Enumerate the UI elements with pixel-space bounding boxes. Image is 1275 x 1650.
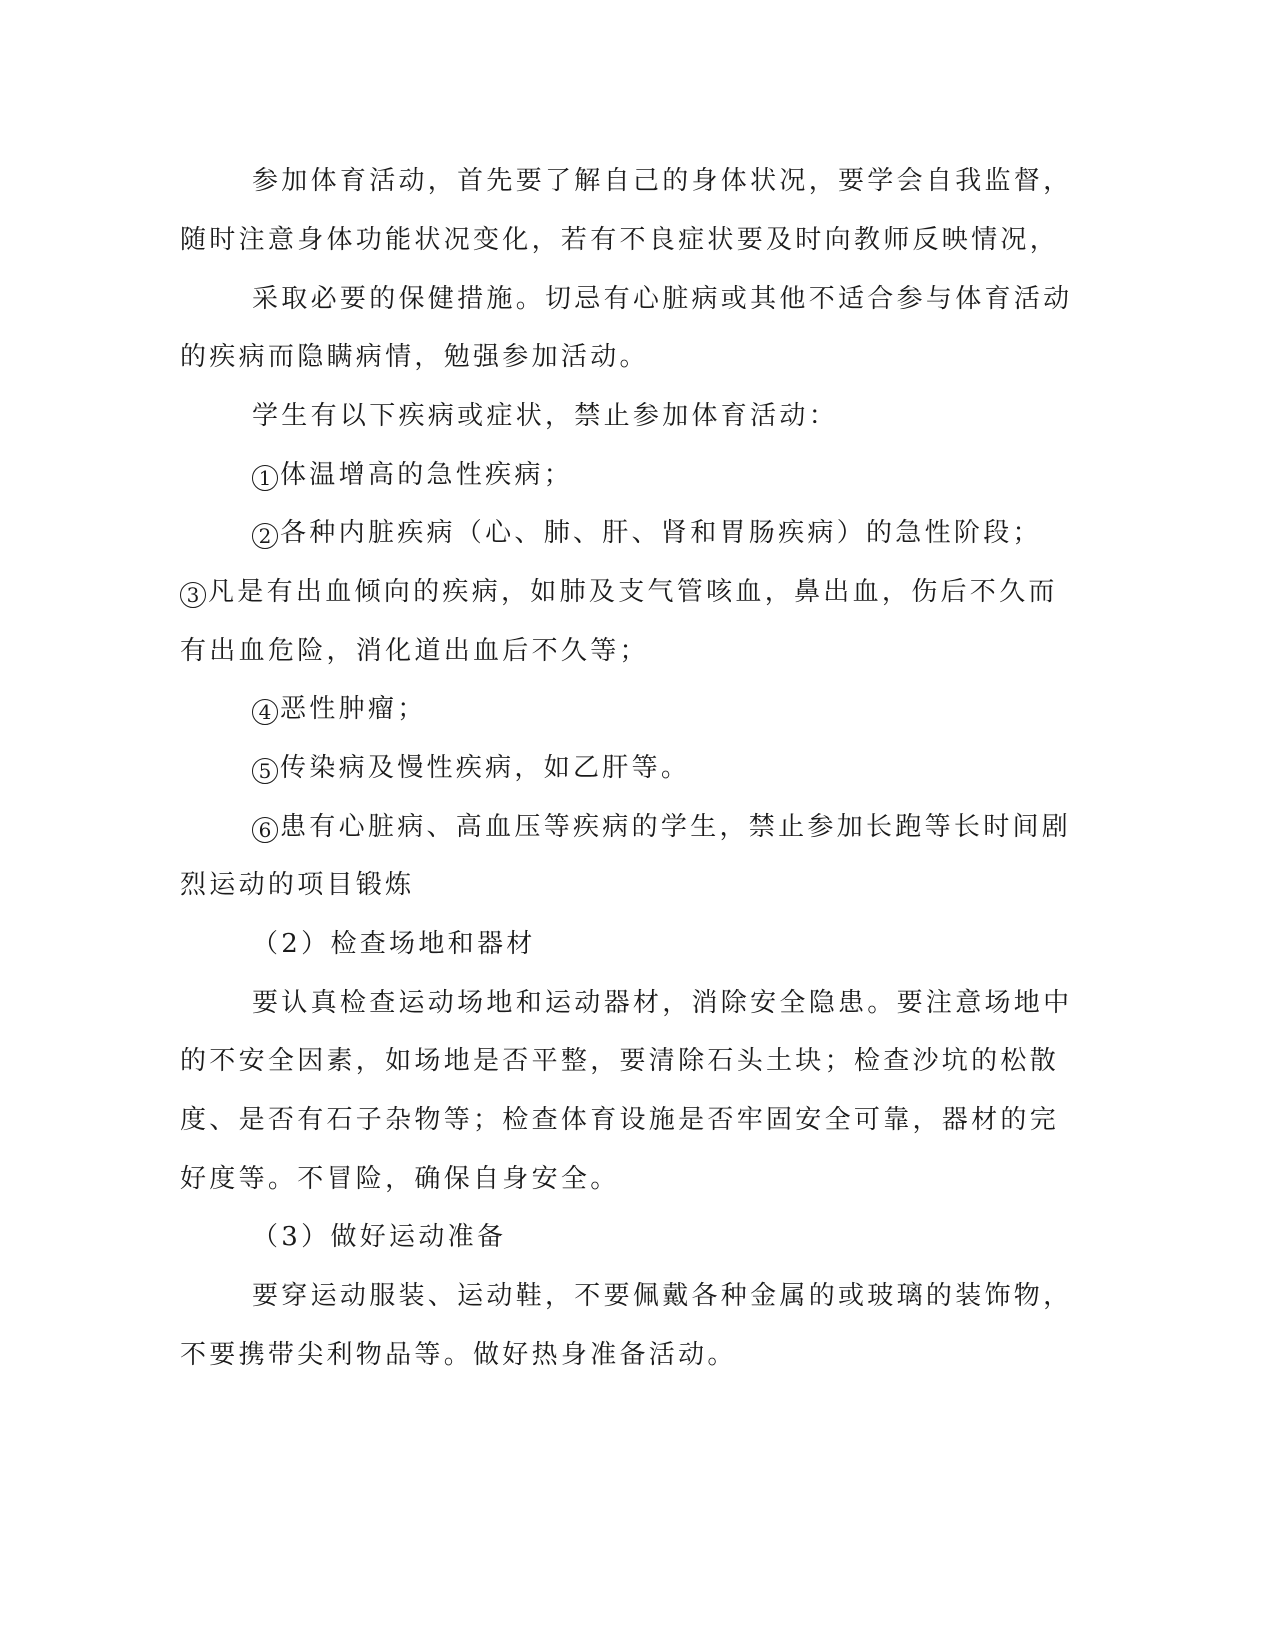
text-line: 有出血危险，消化道出血后不久等； (180, 636, 649, 666)
list-item-text: 各种内脏疾病（心、肺、肝、肾和胃肠疾病）的急性阶段； (280, 518, 1042, 548)
circled-number-marker: 3 (180, 582, 206, 608)
text-line: 学生有以下疾病或症状，禁止参加体育活动： (252, 401, 839, 431)
text-line: 好度等。不冒险，确保自身安全。 (180, 1164, 620, 1194)
circled-number-marker: 5 (252, 758, 278, 784)
section-heading: （3）做好运动准备 (252, 1222, 507, 1252)
text-line: 要穿运动服装、运动鞋，不要佩戴各种金属的或玻璃的装饰物， (252, 1281, 1073, 1311)
text-line: 烈运动的项目锻炼 (180, 870, 415, 900)
list-item-text: 凡是有出血倾向的疾病，如肺及支气管咳血，鼻出血，伤后不久而 (208, 577, 1058, 607)
text-line: 的不安全因素，如场地是否平整，要清除石头土块；检查沙坑的松散 (180, 1046, 1060, 1076)
text-line: 度、是否有石子杂物等；检查体育设施是否牢固安全可靠，器材的完 (180, 1105, 1060, 1135)
circled-number-marker: 4 (252, 699, 278, 725)
circled-number-marker: 1 (252, 465, 278, 491)
list-item-text: 体温增高的急性疾病； (280, 460, 574, 490)
circled-number-marker: 2 (252, 523, 278, 549)
list-item-text: 患有心脏病、高血压等疾病的学生，禁止参加长跑等长时间剧 (280, 812, 1072, 842)
list-item-text: 传染病及慢性疾病，如乙肝等。 (280, 753, 691, 783)
list-item (252, 751, 690, 785)
text-line: 要认真检查运动场地和运动器材，消除安全隐患。要注意场地中 (252, 988, 1073, 1018)
list-item-text: 恶性肿瘤； (280, 694, 427, 724)
list-item (180, 575, 1058, 609)
text-line: 随时注意身体功能状况变化，若有不良症状要及时向教师反映情况， (180, 225, 1060, 255)
text-line: 的疾病而隐瞒病情，勉强参加活动。 (180, 342, 649, 372)
list-item (252, 516, 1042, 550)
circled-number-marker: 6 (252, 817, 278, 843)
text-line: 参加体育活动，首先要了解自己的身体状况，要学会自我监督， (252, 166, 1073, 196)
section-heading: （2）检查场地和器材 (252, 929, 536, 959)
text-line: 采取必要的保健措施。切忌有心脏病或其他不适合参与体育活动 (252, 284, 1073, 314)
list-item (252, 810, 1071, 844)
list-item (252, 458, 573, 492)
text-line: 不要携带尖利物品等。做好热身准备活动。 (180, 1340, 737, 1370)
list-item (252, 692, 427, 726)
